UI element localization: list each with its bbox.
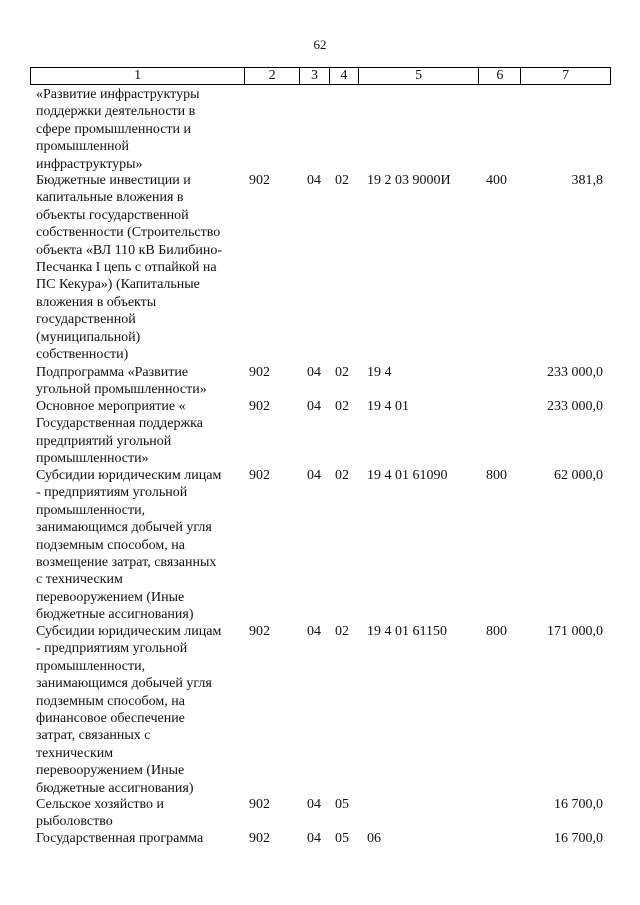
row-kbk: 902 [249,468,270,483]
row-subsection: 05 [335,797,349,812]
row-name: Подпрограмма «Развитие угольной промышленности» [36,365,207,398]
row-section: 04 [307,797,321,812]
row-kbk: 902 [249,173,270,188]
row-expense-type: 400 [486,173,507,188]
row-subsection: 02 [335,173,349,188]
row-name: Основное мероприятие « Государственная поддержка предприятий угольной промышленности» [36,399,203,467]
row-kbk: 902 [249,624,270,639]
page-number: 62 [313,37,327,52]
row-amount: 16 700,0 [554,831,603,846]
row-target-code: 19 2 03 9000И [367,173,451,188]
row-subsection: 02 [335,624,349,639]
row-name: Субсидии юридическим лицам - предприятиям угольной промышленности, занимающимся добычей угля подземным способом, на возмещение затрат, связанных с техническим перевооружением (Иные бюджетные ассигнования) [36,468,222,623]
row-expense-type: 800 [486,624,507,639]
row-amount: 16 700,0 [554,797,603,812]
row-kbk: 902 [249,365,270,380]
row-target-code: 19 4 [367,365,392,380]
header-col-6: 6 [479,68,521,84]
row-section: 04 [307,365,321,380]
row-amount: 171 000,0 [547,624,603,639]
row-section: 04 [307,399,321,414]
table-header [30,67,611,85]
row-target-code: 19 4 01 61090 [367,468,448,483]
header-col-5: 5 [359,68,480,84]
row-target-code: 19 4 01 [367,399,409,414]
row-name: Сельское хозяйство и рыболовство [36,797,165,830]
row-kbk: 902 [249,797,270,812]
row-section: 04 [307,831,321,846]
row-section: 04 [307,624,321,639]
row-subsection: 05 [335,831,349,846]
row-name: Субсидии юридическим лицам - предприятиям угольной промышленности, занимающимся добычей угля подземным способом, на финансовое обеспечение затрат, связанных с техническим перевооружением (Иные бюджетные ассигнования) [36,624,222,796]
row-name: Бюджетные инвестиции и капитальные вложения в объекты государственной собственности (Строительство объекта «ВЛ 110 кВ Билибино- Песчанка I цепь с отпайкой на ПС Кекура») (Капитальные вложения в объекты государственной (муниципальной) собственности) [36,173,223,363]
row-expense-type: 800 [486,468,507,483]
row-subsection: 02 [335,365,349,380]
row-kbk: 902 [249,399,270,414]
header-col-4: 4 [330,68,359,84]
row-kbk: 902 [249,831,270,846]
row-target-code: 19 4 01 61150 [367,624,447,639]
row-amount: 62 000,0 [554,468,603,483]
row-name: «Развитие инфраструктуры поддержки деятельности в сфере промышленности и промышленной инфраструктуры» [36,87,200,172]
row-amount: 381,8 [571,173,603,188]
row-name: Государственная программа [36,831,204,846]
row-amount: 233 000,0 [547,365,603,380]
row-subsection: 02 [335,399,349,414]
row-section: 04 [307,173,321,188]
row-section: 04 [307,468,321,483]
row-subsection: 02 [335,468,349,483]
header-col-7: 7 [562,68,570,83]
header-col-3: 3 [300,68,330,84]
row-target-code: 06 [367,831,381,846]
header-col-2: 2 [245,68,300,84]
header-col-1: 1 [31,68,245,84]
row-amount: 233 000,0 [547,399,603,414]
